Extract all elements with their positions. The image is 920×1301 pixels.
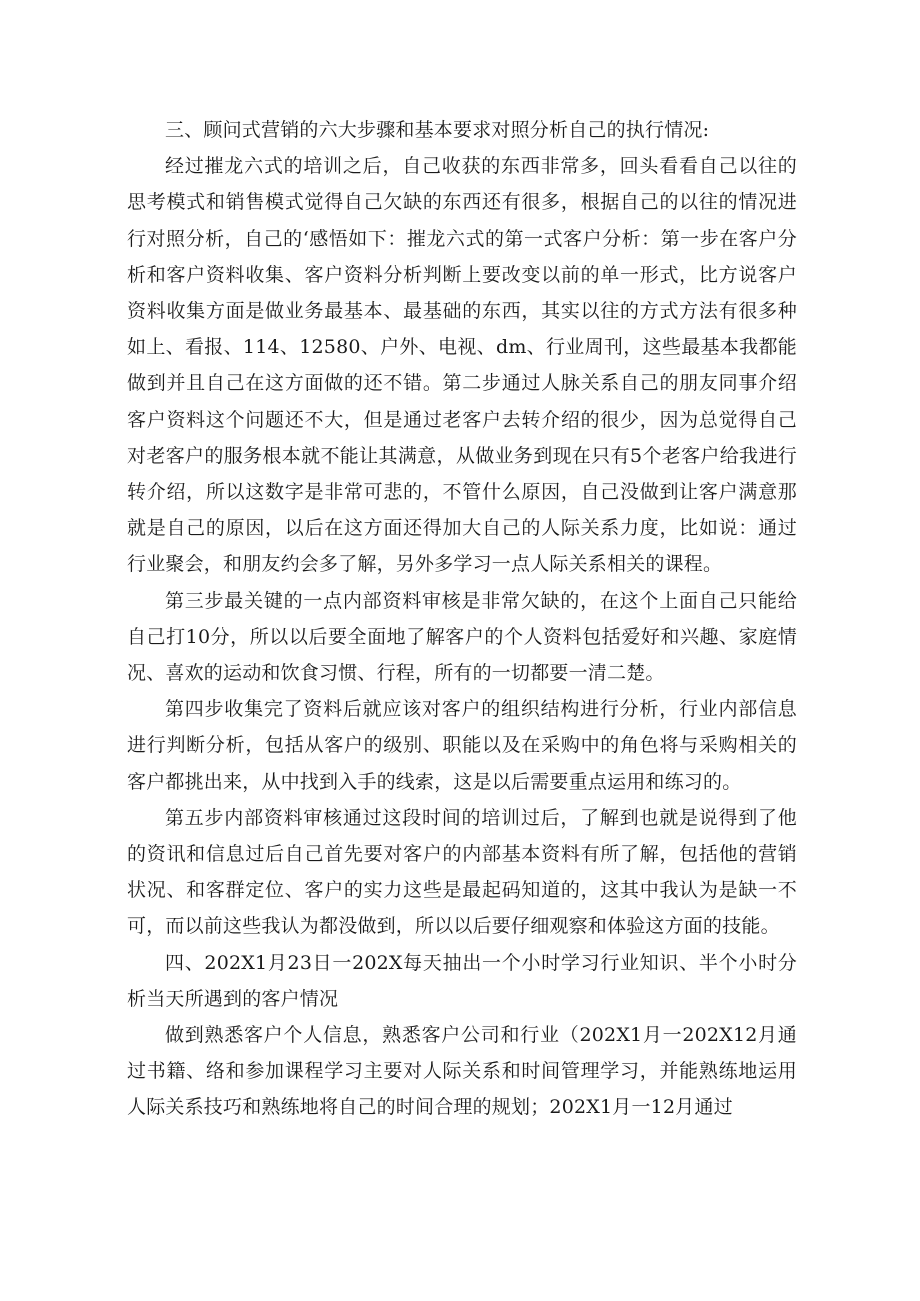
document-body	[127, 112, 797, 1126]
paragraph-step-five: 第五步内部资料审核通过这段时间的培训过后，了解到也就是说得到了他的资讯和信息过后自己首先要对客户的内部基本资料有所了解，包括他的营销状况、和客群定位、客户的实力这些是最起码知道的，这其中我认为是缺一不可，而以前这些我认为都没做到，所以以后要仔细观察和体验这方面的技能。	[127, 806, 797, 938]
section-heading-four: 四、202X1月23日一202X每天抽出一个小时学习行业知识、半个小时分析当天所遇到的客户情况	[127, 951, 797, 1010]
paragraph-plan: 做到熟悉客户个人信息，熟悉客户公司和行业（202X1月一202X12月通过书籍、络和参加课程学习主要对人际关系和时间管理学习，并能熟练地运用人际关系技巧和熟练地将自己的时间合理的规划；202X1月一12月通过	[127, 1024, 797, 1119]
paragraph-step-three: 第三步最关键的一点内部资料审核是非常欠缺的，在这个上面自己只能给自己打10分，所以以后要全面地了解客户的个人资料包括爱好和兴趣、家庭情况、喜欢的运动和饮食习惯、行程，所有的一切都要一清二楚。	[127, 589, 797, 685]
section-heading-three: 三、顾问式营销的六大步骤和基本要求对照分析自己的执行情况:	[165, 119, 710, 141]
paragraph-steps-one-two: 经过摧龙六式的培训之后，自己收获的东西非常多，回头看看自己以往的思考模式和销售模式觉得自己欠缺的东西还有很多，根据自己的以往的情况进行对照分析，自己的‘感悟如下：摧龙六式的第一式客户分析：第一步在客户分析和客户资料收集、客户资料分析判断上要改变以前的单一形式，比方说客户资料收集方面是做业务最基本、最基础的东西，其实以往的方式方法有很多种如上、看报、114、12580、户外、电视、dm、行业周刊，这些最基本我都能做到并且自己在这方面做的还不错。第二步通过人脉关系自己的朋友同事介绍客户资料这个问题还不大，但是通过老客户去转介绍的很少，因为总觉得自己对老客户的服务根本就不能让其满意，从做业务到现在只有5个老客户给我进行转介绍，所以这数字是非常可悲的，不管什么原因，自己没做到让客户满意那就是自己的原因，以后在这方面还得加大自己的人际关系力度，比如说：通过行业聚会，和朋友约会多了解，另外多学习一点人际关系相关的课程。	[127, 155, 797, 576]
paragraph-step-four: 第四步收集完了资料后就应该对客户的组织结构进行分析，行业内部信息进行判断分析，包括从客户的级别、职能以及在采购中的角色将与采购相关的客户都挑出来，从中找到入手的线索，这是以后需要重点运用和练习的。	[127, 698, 797, 793]
